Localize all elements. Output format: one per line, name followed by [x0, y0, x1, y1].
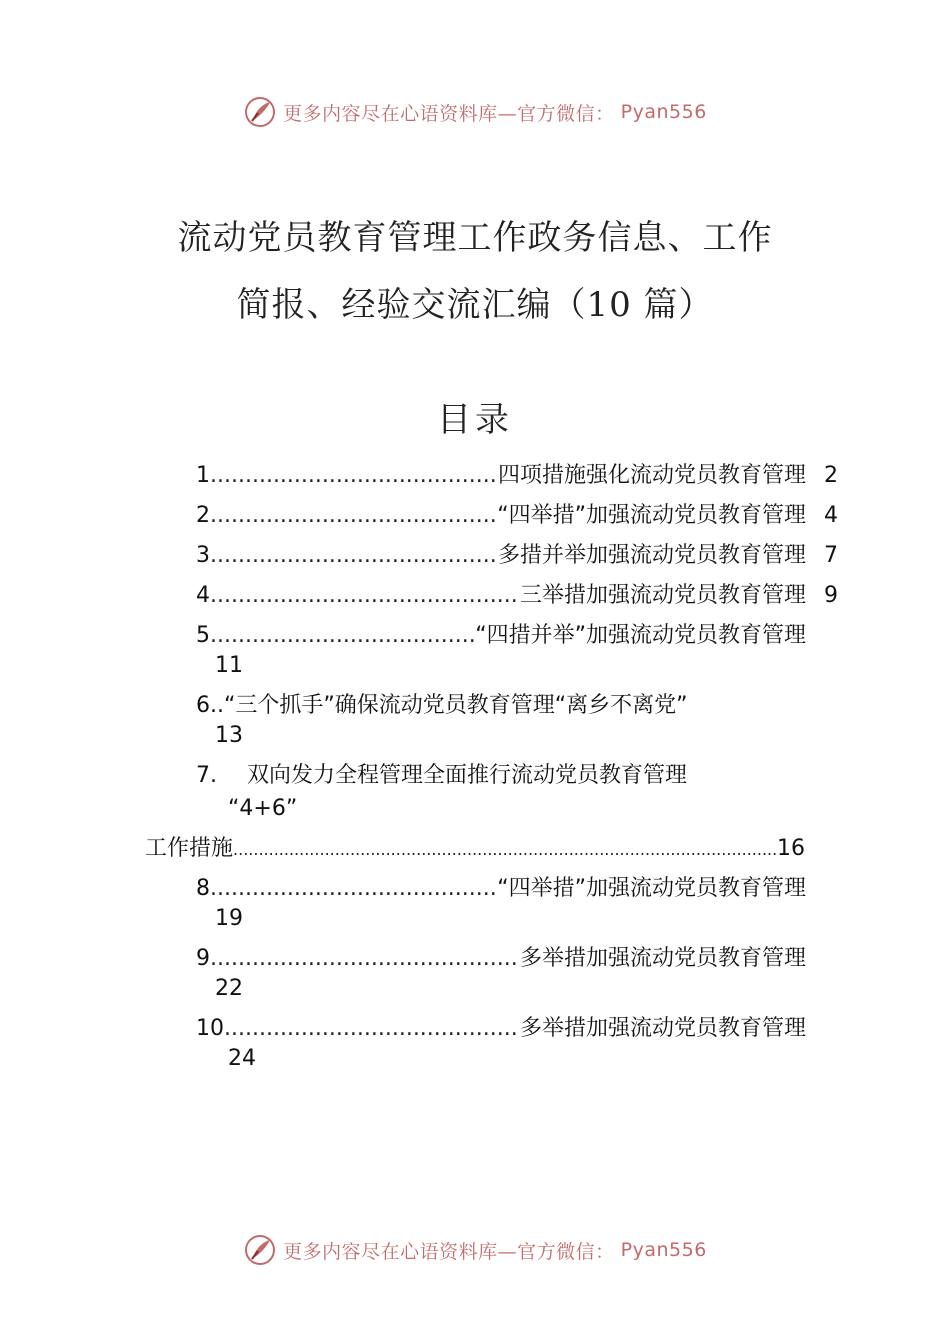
toc-entry-1[interactable]	[196, 461, 838, 491]
toc-entry-3[interactable]	[196, 541, 838, 571]
watermark-text: 更多内容尽在心语资料库—官方微信：	[283, 102, 615, 125]
toc-entry-number: 4	[196, 583, 210, 608]
toc-entry-title: 多举措加强流动党员教育管理	[519, 946, 806, 971]
toc-leader-dots	[210, 874, 497, 904]
toc-entry-9-page: 22	[215, 976, 243, 1001]
toc-entry-4[interactable]	[196, 581, 838, 611]
document-title-line1: 流动党员教育管理工作政务信息、工作	[177, 218, 773, 258]
watermark-footer	[0, 1233, 950, 1267]
toc-entry-title: 多举措加强流动党员教育管理	[519, 1016, 806, 1041]
toc-entry-number: 6..	[196, 693, 224, 718]
toc-entry-page: 9	[824, 583, 838, 608]
toc-entry-page: 7	[824, 543, 838, 568]
toc-entry-7-line3[interactable]	[145, 834, 805, 865]
toc-leader-dots	[210, 944, 520, 974]
toc-entry-title: “四举措”加强流动党员教育管理	[497, 876, 806, 901]
watermark-header	[0, 95, 950, 129]
toc-entry-title: 三举措加强流动党员教育管理	[519, 583, 806, 608]
toc-entry-9[interactable]	[196, 944, 806, 974]
toc-entry-7-title-cont: “4+6”	[228, 796, 298, 821]
toc-entry-title: “四措并举”加强流动党员教育管理	[475, 623, 806, 648]
toc-entry-page: 2	[824, 463, 838, 488]
watermark-wechat-id: Pyan556	[620, 1239, 707, 1261]
toc-entry-5-page: 11	[215, 653, 243, 678]
toc-entry-number: 3	[196, 543, 210, 568]
toc-entry-title: “四举措”加强流动党员教育管理	[497, 503, 806, 528]
toc-leader-dots	[233, 835, 777, 865]
toc-leader-dots	[210, 501, 497, 531]
feather-logo-icon	[243, 95, 277, 129]
toc-entry-6-page: 13	[215, 723, 243, 748]
toc-entry-number: 9	[196, 946, 210, 971]
toc-entry-number: 7.	[196, 763, 217, 788]
toc-entry-6[interactable]	[196, 691, 688, 721]
toc-entry-title: “三个抓手”确保流动党员教育管理“离乡不离党”	[223, 693, 688, 718]
toc-leader-dots	[210, 541, 498, 571]
toc-entry-8[interactable]	[196, 874, 806, 904]
toc-entry-number: 8	[196, 876, 210, 901]
watermark-text: 更多内容尽在心语资料库—官方微信：	[283, 1240, 615, 1263]
toc-entry-number: 1	[196, 463, 210, 488]
toc-entry-2[interactable]	[196, 501, 838, 531]
toc-entry-title-cont: 工作措施	[145, 836, 234, 861]
toc-entry-10[interactable]	[196, 1014, 806, 1044]
toc-leader-dots	[210, 621, 475, 651]
toc-entry-number: 2	[196, 503, 210, 528]
toc-entry-page: 16	[777, 836, 805, 861]
toc-entry-title: 多措并举加强流动党员教育管理	[497, 543, 806, 568]
toc-entry-7[interactable]	[196, 761, 687, 791]
document-title-line2: 简报、经验交流汇编（10 篇）	[236, 285, 714, 325]
toc-entry-5[interactable]	[196, 621, 806, 651]
toc-entry-title: 四项措施强化流动党员教育管理	[497, 463, 806, 488]
toc-entry-number: 5	[196, 623, 210, 648]
watermark-wechat-id: Pyan556	[620, 101, 707, 123]
toc-entry-title: 双向发力全程管理全面推行流动党员教育管理	[247, 763, 688, 788]
feather-logo-icon	[243, 1233, 277, 1267]
toc-leader-dots	[210, 581, 520, 611]
toc-entry-number: 10	[196, 1016, 224, 1041]
toc-leader-dots	[210, 461, 498, 491]
toc-leader-dots	[224, 1014, 520, 1044]
toc-entry-10-page: 24	[228, 1046, 256, 1071]
toc-entry-page: 4	[824, 503, 838, 528]
toc-heading: 目录	[437, 400, 513, 440]
toc-entry-8-page: 19	[215, 906, 243, 931]
